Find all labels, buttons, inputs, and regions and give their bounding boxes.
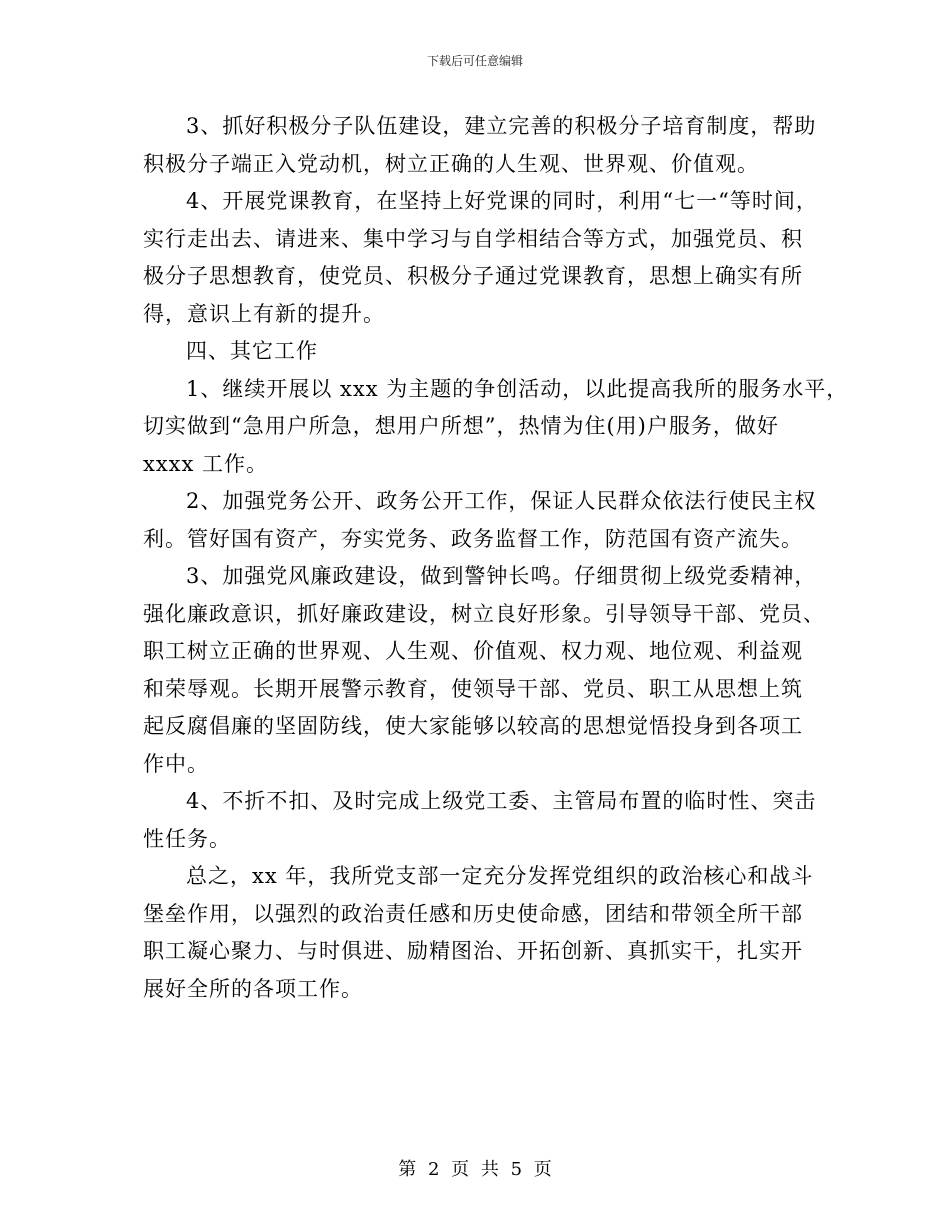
text-line: 和荣辱观。长期开展警示教育，使领导干部、党员、职工从思想上筑: [143, 676, 803, 701]
text-line: 职工凝心聚力、与时俱进、励精图治、开拓创新、真抓实干，扎实开: [143, 939, 803, 963]
text-line: 得，意识上有新的提升。: [143, 301, 385, 326]
text-line: 积极分子端正入党动机，树立正确的人生观、世界观、价值观。: [143, 151, 759, 176]
text-line: 作中。: [143, 751, 209, 776]
text-line: 极分子思想教育，使党员、积极分子通过党课教育，思想上确实有所: [143, 264, 803, 288]
text-line: xxxx 工作。: [143, 451, 269, 476]
text-line: 堡垒作用，以强烈的政治责任感和历史使命感，团结和带领全所干部: [143, 901, 803, 926]
text-line: 总之，xx 年，我所党支部一定充分发挥党组织的政治核心和战斗: [186, 864, 814, 888]
text-line: 切实做到“急用户所急，想用户所想”，热情为住(用)户服务，做好: [143, 414, 779, 438]
text-line: 4、开展党课教育，在坚持上好党课的同时，利用“七一“等时间，: [186, 189, 818, 213]
text-line: 3、抓好积极分子队伍建设，建立完善的积极分子培育制度，帮助: [186, 114, 817, 138]
document-body: [143, 108, 849, 1008]
text-line: 3、加强党风廉政建设，做到警钟长鸣。仔细贯彻上级党委精神，: [186, 564, 817, 588]
text-line: 展好全所的各项工作。: [143, 976, 363, 1001]
text-line: 1、继续开展以 xxx 为主题的争创活动，以此提高我所的服务水平，: [186, 376, 849, 401]
text-line: 实行走出去、请进来、集中学习与自学相结合等方式，加强党员、积: [143, 226, 803, 251]
text-line: 强化廉政意识，抓好廉政建设，树立良好形象。引导领导干部、党员、: [143, 601, 825, 626]
text-line: 2、加强党务公开、政务公开工作，保证人民群众依法行使民主权: [186, 489, 817, 513]
page-header: 下载后可任意编辑: [426, 54, 523, 68]
text-line: 4、不折不扣、及时完成上级党工委、主管局布置的临时性、突击: [186, 789, 817, 813]
text-line: 起反腐倡廉的坚固防线，使大家能够以较高的思想觉悟投身到各项工: [143, 714, 803, 738]
text-line: 性任务。: [143, 826, 231, 851]
page-footer: 第 2 页 共 5 页: [398, 1159, 552, 1180]
text-line: 利。管好国有资产，夯实党务、政务监督工作，防范国有资产流失。: [143, 526, 803, 551]
text-line: 职工树立正确的世界观、人生观、价值观、权力观、地位观、利益观: [143, 639, 803, 663]
text-line: 四、其它工作: [186, 339, 318, 363]
